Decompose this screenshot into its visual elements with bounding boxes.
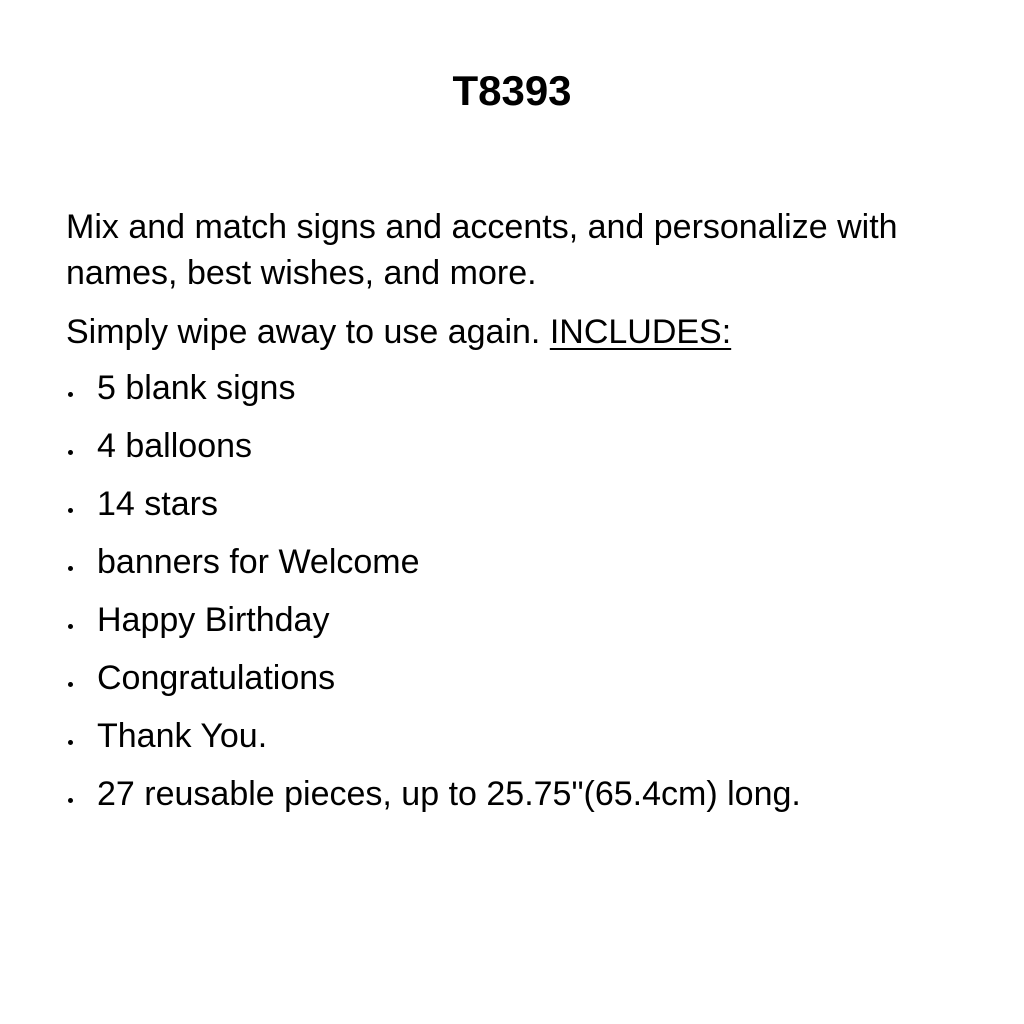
list-item: [66, 713, 966, 771]
bullet-icon: [68, 740, 73, 745]
wipe-away-line: [66, 309, 966, 355]
list-item-text: 5 blank signs: [97, 369, 296, 407]
list-item: [66, 597, 966, 655]
list-item: [66, 539, 966, 597]
bullet-icon: [68, 624, 73, 629]
bullet-icon: [68, 508, 73, 513]
wipe-away-text: Simply wipe away to use again.: [66, 313, 550, 351]
list-item-text: banners for Welcome: [97, 543, 420, 581]
bullet-icon: [68, 682, 73, 687]
list-item: [66, 365, 966, 423]
list-item: [66, 481, 966, 539]
list-item-text: 27 reusable pieces, up to 25.75"(65.4cm) long.: [97, 775, 801, 813]
list-item-text: 14 stars: [97, 485, 218, 523]
intro-paragraph: Mix and match signs and accents, and personalize with names, best wishes, and more.: [66, 208, 898, 292]
document-title: T8393: [452, 67, 572, 114]
list-item: [66, 655, 966, 713]
bullet-icon: [68, 566, 73, 571]
bullet-icon: [68, 392, 73, 397]
bullet-icon: [68, 798, 73, 803]
list-item: [66, 423, 966, 481]
list-item-text: Thank You.: [97, 717, 268, 755]
list-item: [66, 771, 966, 829]
includes-list: [66, 365, 966, 829]
includes-heading: INCLUDES:: [549, 313, 732, 351]
list-item-text: Congratulations: [97, 659, 336, 697]
list-item-text: 4 balloons: [97, 427, 253, 465]
list-item-text: Happy Birthday: [97, 601, 330, 639]
bullet-icon: [68, 450, 73, 455]
